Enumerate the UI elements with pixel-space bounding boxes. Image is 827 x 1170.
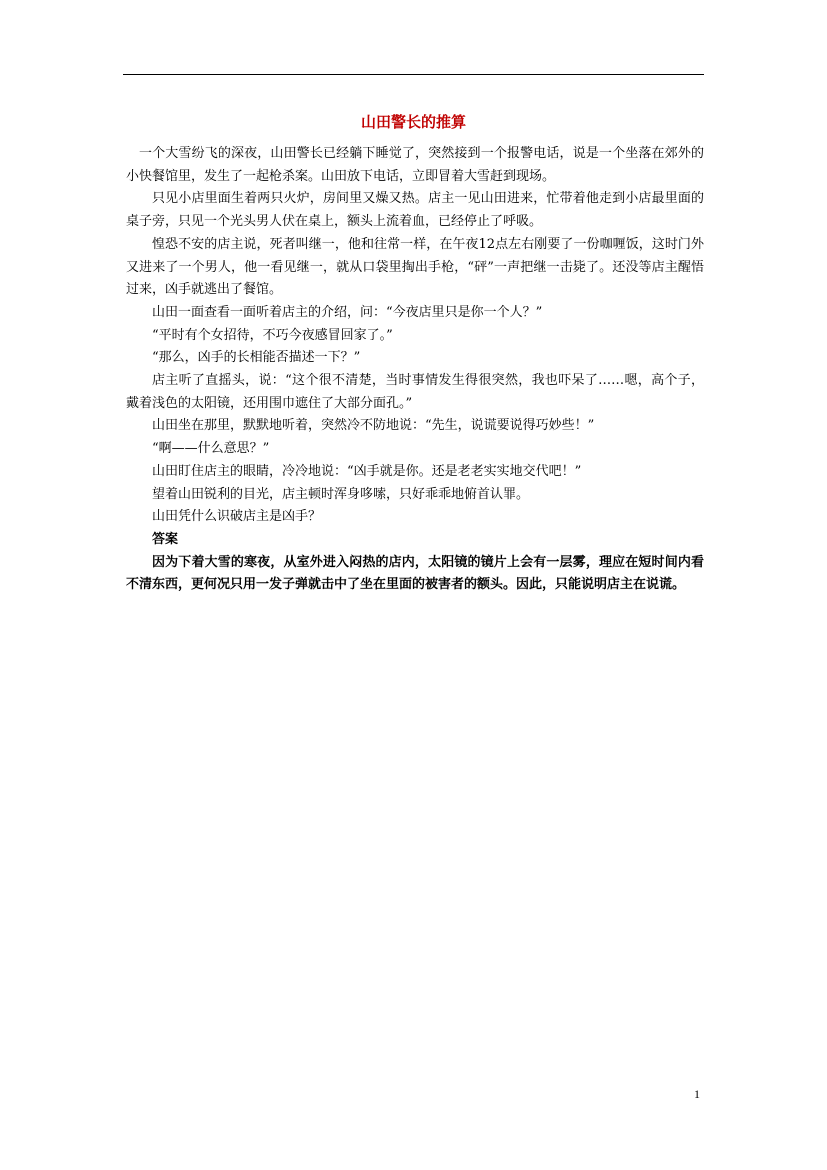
paragraph: 山田盯住店主的眼睛，冷冷地说：“凶手就是你。还是老老实实地交代吧！” (152, 463, 582, 479)
paragraph: 望着山田锐利的目光，店主顿时浑身哆嗦，只好乖乖地俯首认罪。 (152, 486, 530, 502)
paragraph: 山田坐在那里，默默地听着，突然冷不防地说：“先生，说谎要说得巧妙些！” (152, 418, 595, 434)
answer-text: 因为下着大雪的寒夜，从室外进入闷热的店内，太阳镜的镜片上会有一层雾，理应在短时间内看不清东西，更何况只用一发子弹就击中了坐在里面的被害者的额头。因此，只能说明店主在说谎。 (126, 554, 704, 593)
page-number: 1 (694, 1087, 700, 1101)
paragraph: “啊——什么意思？” (152, 441, 270, 457)
paragraph: 只见小店里面生着两只火炉，房间里又燥又热。店主一见山田进来，忙带着他走到小店最里面的桌子旁，只见一个光头男人伏在桌上，额头上流着血，已经停止了呼吸。 (126, 191, 704, 230)
paragraph: “那么，凶手的长相能否描述一下？” (152, 350, 361, 366)
answer-heading: 答案 (152, 531, 179, 547)
document-title: 山田警长的推算 (360, 113, 466, 131)
paragraph: 山田一面查看一面听着店主的介绍，问：“今夜店里只是你一个人？” (152, 304, 543, 320)
document-body (126, 143, 704, 597)
paragraph: 店主听了直摇头，说：“这个很不清楚，当时事情发生得很突然，我也吓呆了……嗯，高个子，戴着浅色的太阳镜，还用围巾遮住了大部分面孔。” (126, 373, 704, 411)
paragraph: 惶恐不安的店主说，死者叫继一，他和往常一样，在午夜12点左右刚要了一份咖喱饭，这时门外又进来了一个男人，他一看见继一，就从口袋里掏出手枪，“砰”一声把继一击毙了。还没等店主醒悟过来，凶手就逃出了餐馆。 (126, 236, 704, 298)
header-rule (123, 74, 704, 75)
paragraph: 一个大雪纷飞的深夜，山田警长已经躺下睡觉了，突然接到一个报警电话，说是一个坐落在郊外的小快餐馆里，发生了一起枪杀案。山田放下电话，立即冒着大雪赶到现场。 (126, 146, 704, 184)
paragraph: “平时有个女招待，不巧今夜感冒回家了。” (152, 327, 393, 343)
question: 山田凭什么识破店主是凶手？ (152, 509, 322, 525)
